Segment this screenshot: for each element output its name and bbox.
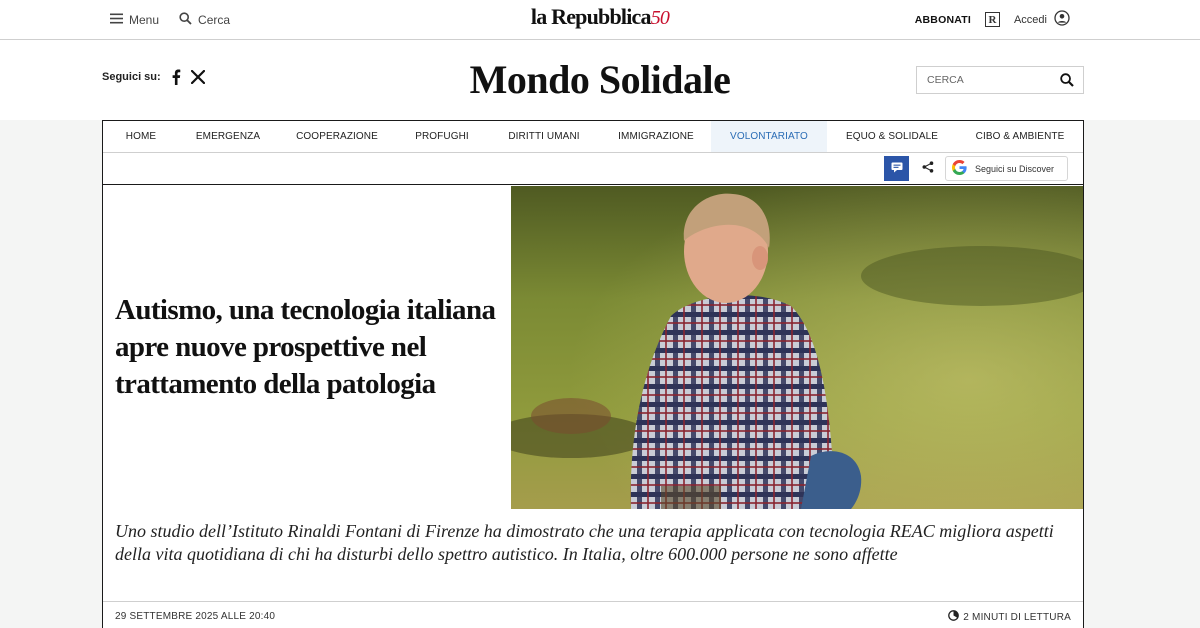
article-meta bbox=[103, 601, 1083, 628]
nav-item-cibo-ambiente[interactable]: CIBO & AMBIENTE bbox=[975, 131, 1065, 142]
nav-item-diritti-umani[interactable]: DIRITTI UMANI bbox=[508, 131, 580, 142]
publish-date: 29 SETTEMBRE 2025 ALLE 20:40 bbox=[115, 611, 276, 622]
login-button[interactable] bbox=[1014, 10, 1070, 29]
google-icon bbox=[952, 160, 967, 177]
comments-button[interactable] bbox=[884, 156, 909, 181]
nav-item-emergenza[interactable]: EMERGENZA bbox=[195, 131, 261, 142]
section-masthead bbox=[0, 40, 1200, 120]
headline-container bbox=[103, 186, 511, 509]
user-icon bbox=[1054, 10, 1070, 29]
subscribe-link[interactable]: ABBONATI bbox=[914, 13, 971, 26]
nav-item-immigrazione[interactable]: IMMIGRAZIONE bbox=[618, 131, 694, 142]
search-icon bbox=[179, 12, 192, 28]
discover-label: Seguici su Discover bbox=[975, 163, 1055, 174]
section-title[interactable]: Mondo Solidale bbox=[469, 57, 731, 102]
top-bar bbox=[0, 0, 1200, 40]
rplus-icon[interactable]: R bbox=[985, 12, 1000, 27]
share-toolbar bbox=[103, 153, 1083, 185]
share-icon bbox=[922, 160, 934, 178]
section-search-icon[interactable] bbox=[1060, 73, 1074, 87]
menu-button[interactable] bbox=[110, 13, 159, 27]
nav-item-volontariato[interactable]: VOLONTARIATO bbox=[711, 121, 827, 152]
hamburger-icon bbox=[110, 13, 123, 27]
read-time-label: 2 MINUTI DI LETTURA bbox=[963, 611, 1071, 623]
nav-item-profughi[interactable]: PROFUGHI bbox=[415, 131, 469, 142]
top-search-button[interactable] bbox=[179, 12, 230, 28]
repubblica-logo[interactable] bbox=[531, 4, 669, 30]
logo-anniversary: 50 bbox=[650, 7, 670, 29]
nav-item-cooperazione[interactable]: COOPERAZIONE bbox=[296, 131, 378, 142]
menu-label: Menu bbox=[129, 12, 160, 27]
read-time bbox=[948, 610, 1071, 624]
article-headline: Autismo, una tecnologia italiana apre nuove prospettive nel trattamento della patologia bbox=[115, 294, 496, 400]
article-summary: Uno studio dell’Istituto Rinaldi Fontani di Firenze ha dimostrato che una terapia applicata con tecnologia REAC migliora aspetti della vita quotidiana di chi ha disturbi dello spettro autistico. In Italia, oltre 600.000 persone ne sono affette bbox=[115, 521, 1054, 564]
nav-item-equo-solidale[interactable]: EQUO & SOLIDALE bbox=[845, 131, 939, 142]
top-bar-right bbox=[915, 0, 1070, 39]
nav-item-home[interactable]: HOME bbox=[125, 131, 157, 142]
login-label: Accedi bbox=[1013, 13, 1047, 26]
clock-icon bbox=[948, 610, 959, 624]
top-bar-left bbox=[110, 0, 230, 39]
child-on-grass-photo bbox=[511, 186, 1083, 509]
article-frame bbox=[102, 120, 1084, 628]
section-search-input[interactable] bbox=[917, 74, 1052, 86]
section-search bbox=[916, 66, 1084, 94]
comment-icon bbox=[891, 160, 903, 178]
search-label: Cerca bbox=[198, 12, 231, 27]
google-discover-button[interactable] bbox=[945, 156, 1068, 181]
share-button[interactable] bbox=[916, 156, 940, 181]
article-hero-image bbox=[511, 186, 1083, 509]
follow-label: Seguici su: bbox=[102, 71, 161, 83]
logo-text: la Repubblica bbox=[530, 4, 651, 29]
section-nav bbox=[103, 121, 1083, 153]
